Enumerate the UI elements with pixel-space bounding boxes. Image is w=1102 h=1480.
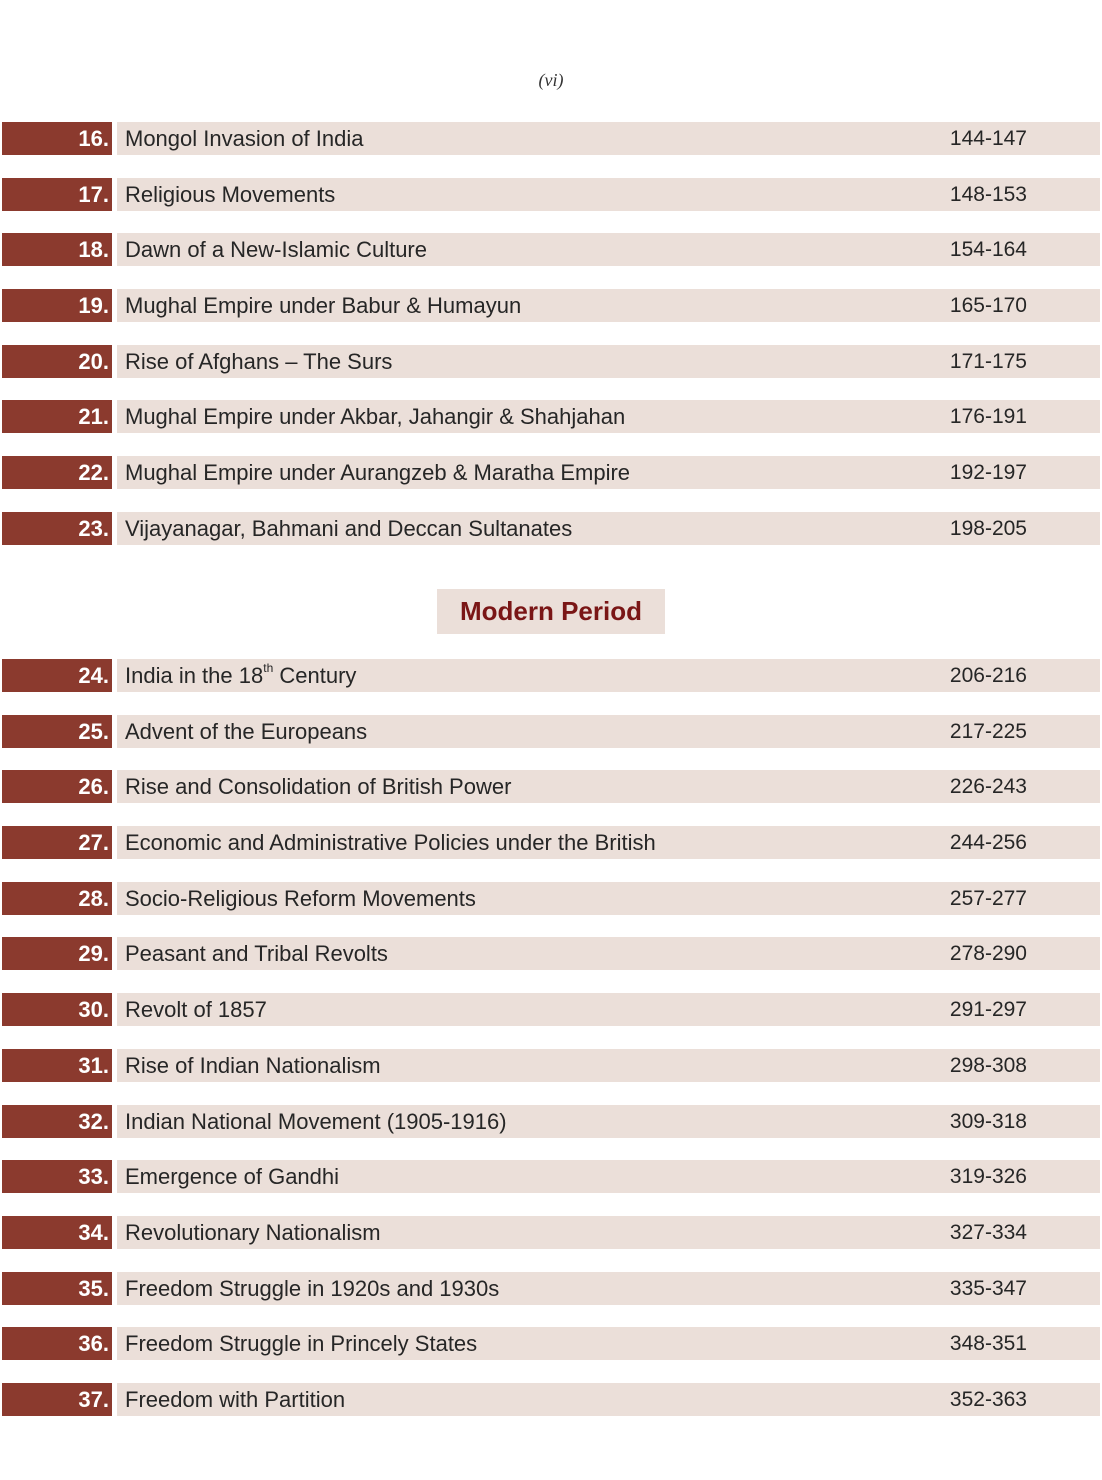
toc-row[interactable] <box>0 937 1102 970</box>
chapter-pages: 309-318 <box>949 1109 1027 1133</box>
chapter-title[interactable]: Mughal Empire under Aurangzeb & Maratha Empire <box>125 460 631 486</box>
toc-row[interactable] <box>0 512 1102 545</box>
chapter-number: 24. <box>2 659 112 692</box>
chapter-number: 22. <box>2 456 112 489</box>
chapter-number: 23. <box>2 512 112 545</box>
chapter-title[interactable] <box>125 659 356 692</box>
chapter-number: 30. <box>2 993 112 1026</box>
chapter-pages: 192-197 <box>949 461 1027 485</box>
chapter-title[interactable]: Revolt of 1857 <box>125 997 267 1023</box>
toc-row[interactable] <box>0 1383 1102 1416</box>
chapter-number: 18. <box>2 233 112 266</box>
chapter-title[interactable]: Mongol Invasion of India <box>125 126 364 151</box>
chapter-title[interactable]: Socio-Religious Reform Movements <box>125 885 476 911</box>
chapter-number: 20. <box>2 345 112 378</box>
chapter-pages: 278-290 <box>949 942 1027 966</box>
toc-row[interactable] <box>0 826 1102 859</box>
chapter-number: 25. <box>2 715 112 748</box>
chapter-title[interactable]: Indian National Movement (1905-1916) <box>125 1108 507 1134</box>
chapter-title[interactable]: Rise of Afghans – The Surs <box>125 348 393 374</box>
chapter-title[interactable]: Advent of the Europeans <box>125 718 368 744</box>
toc-row[interactable] <box>0 1105 1102 1138</box>
chapter-number: 29. <box>2 937 112 970</box>
toc-row[interactable] <box>0 1327 1102 1360</box>
toc-row[interactable] <box>0 345 1102 378</box>
ordinal-suffix: th <box>263 660 274 675</box>
chapter-pages: 154-164 <box>949 238 1027 262</box>
section-heading: Modern Period <box>437 589 665 634</box>
chapter-title[interactable]: Vijayanagar, Bahmani and Deccan Sultanates <box>125 515 573 541</box>
chapter-title[interactable]: Revolutionary Nationalism <box>125 1219 381 1245</box>
chapter-title[interactable]: Freedom with Partition <box>125 1386 346 1412</box>
chapter-title[interactable]: Mughal Empire under Babur & Humayun <box>125 293 522 319</box>
chapter-title[interactable]: Rise of Indian Nationalism <box>125 1052 381 1078</box>
chapter-title-main: India in the 18 <box>125 663 264 688</box>
toc-row[interactable] <box>0 233 1102 266</box>
chapter-number: 16. <box>2 122 112 155</box>
chapter-number: 37. <box>2 1383 112 1416</box>
chapter-number: 19. <box>2 289 112 322</box>
chapter-pages: 291-297 <box>949 998 1027 1022</box>
toc-row[interactable] <box>0 1049 1102 1082</box>
chapter-pages: 148-153 <box>949 182 1027 206</box>
chapter-title[interactable]: Emergence of Gandhi <box>125 1164 340 1190</box>
chapter-title[interactable]: Freedom Struggle in Princely States <box>125 1331 478 1357</box>
toc-list-medieval <box>0 122 1102 568</box>
chapter-number: 34. <box>2 1216 112 1249</box>
toc-row[interactable] <box>0 1216 1102 1249</box>
chapter-number: 17. <box>2 178 112 211</box>
chapter-title-end: Century <box>273 663 357 688</box>
chapter-title[interactable]: Freedom Struggle in 1920s and 1930s <box>125 1275 500 1301</box>
chapter-number: 21. <box>2 400 112 433</box>
chapter-pages: 257-277 <box>949 886 1027 910</box>
chapter-pages: 176-191 <box>949 405 1027 429</box>
toc-row[interactable] <box>0 456 1102 489</box>
chapter-pages: 244-256 <box>949 831 1027 855</box>
chapter-pages: 144-147 <box>949 127 1027 150</box>
chapter-pages: 165-170 <box>949 294 1027 318</box>
chapter-pages: 327-334 <box>949 1220 1027 1244</box>
chapter-number: 32. <box>2 1105 112 1138</box>
page-number: (vi) <box>538 70 564 90</box>
toc-row[interactable] <box>0 659 1102 692</box>
chapter-pages: 298-308 <box>949 1053 1027 1077</box>
chapter-pages: 348-351 <box>949 1332 1027 1356</box>
chapter-number: 27. <box>2 826 112 859</box>
chapter-pages: 198-205 <box>949 516 1027 540</box>
toc-row[interactable] <box>0 882 1102 915</box>
chapter-pages: 352-363 <box>949 1387 1027 1411</box>
chapter-number: 31. <box>2 1049 112 1082</box>
chapter-pages: 206-216 <box>949 664 1027 687</box>
chapter-title[interactable]: Rise and Consolidation of British Power <box>125 774 512 800</box>
toc-row[interactable] <box>0 122 1102 155</box>
toc-row[interactable] <box>0 993 1102 1026</box>
chapter-title[interactable]: Dawn of a New-Islamic Culture <box>125 237 427 263</box>
chapter-number: 28. <box>2 882 112 915</box>
toc-row[interactable] <box>0 1160 1102 1193</box>
chapter-title[interactable]: Mughal Empire under Akbar, Jahangir & Shahjahan <box>125 404 626 430</box>
toc-row[interactable] <box>0 178 1102 211</box>
chapter-title[interactable]: Peasant and Tribal Revolts <box>125 941 388 967</box>
toc-row[interactable] <box>0 400 1102 433</box>
chapter-number: 36. <box>2 1327 112 1360</box>
chapter-pages: 217-225 <box>949 719 1027 743</box>
chapter-pages: 335-347 <box>949 1276 1027 1300</box>
chapter-pages: 226-243 <box>949 775 1027 799</box>
chapter-number: 26. <box>2 770 112 803</box>
chapter-number: 33. <box>2 1160 112 1193</box>
toc-row[interactable] <box>0 770 1102 803</box>
toc-row[interactable] <box>0 715 1102 748</box>
chapter-pages: 319-326 <box>949 1165 1027 1189</box>
chapter-number: 35. <box>2 1272 112 1305</box>
chapter-pages: 171-175 <box>949 349 1027 373</box>
chapter-title[interactable]: Religious Movements <box>125 181 336 207</box>
toc-row[interactable] <box>0 1272 1102 1305</box>
toc-list-modern <box>0 659 1102 1439</box>
chapter-title[interactable]: Economic and Administrative Policies under the British <box>125 830 656 856</box>
toc-row[interactable] <box>0 289 1102 322</box>
